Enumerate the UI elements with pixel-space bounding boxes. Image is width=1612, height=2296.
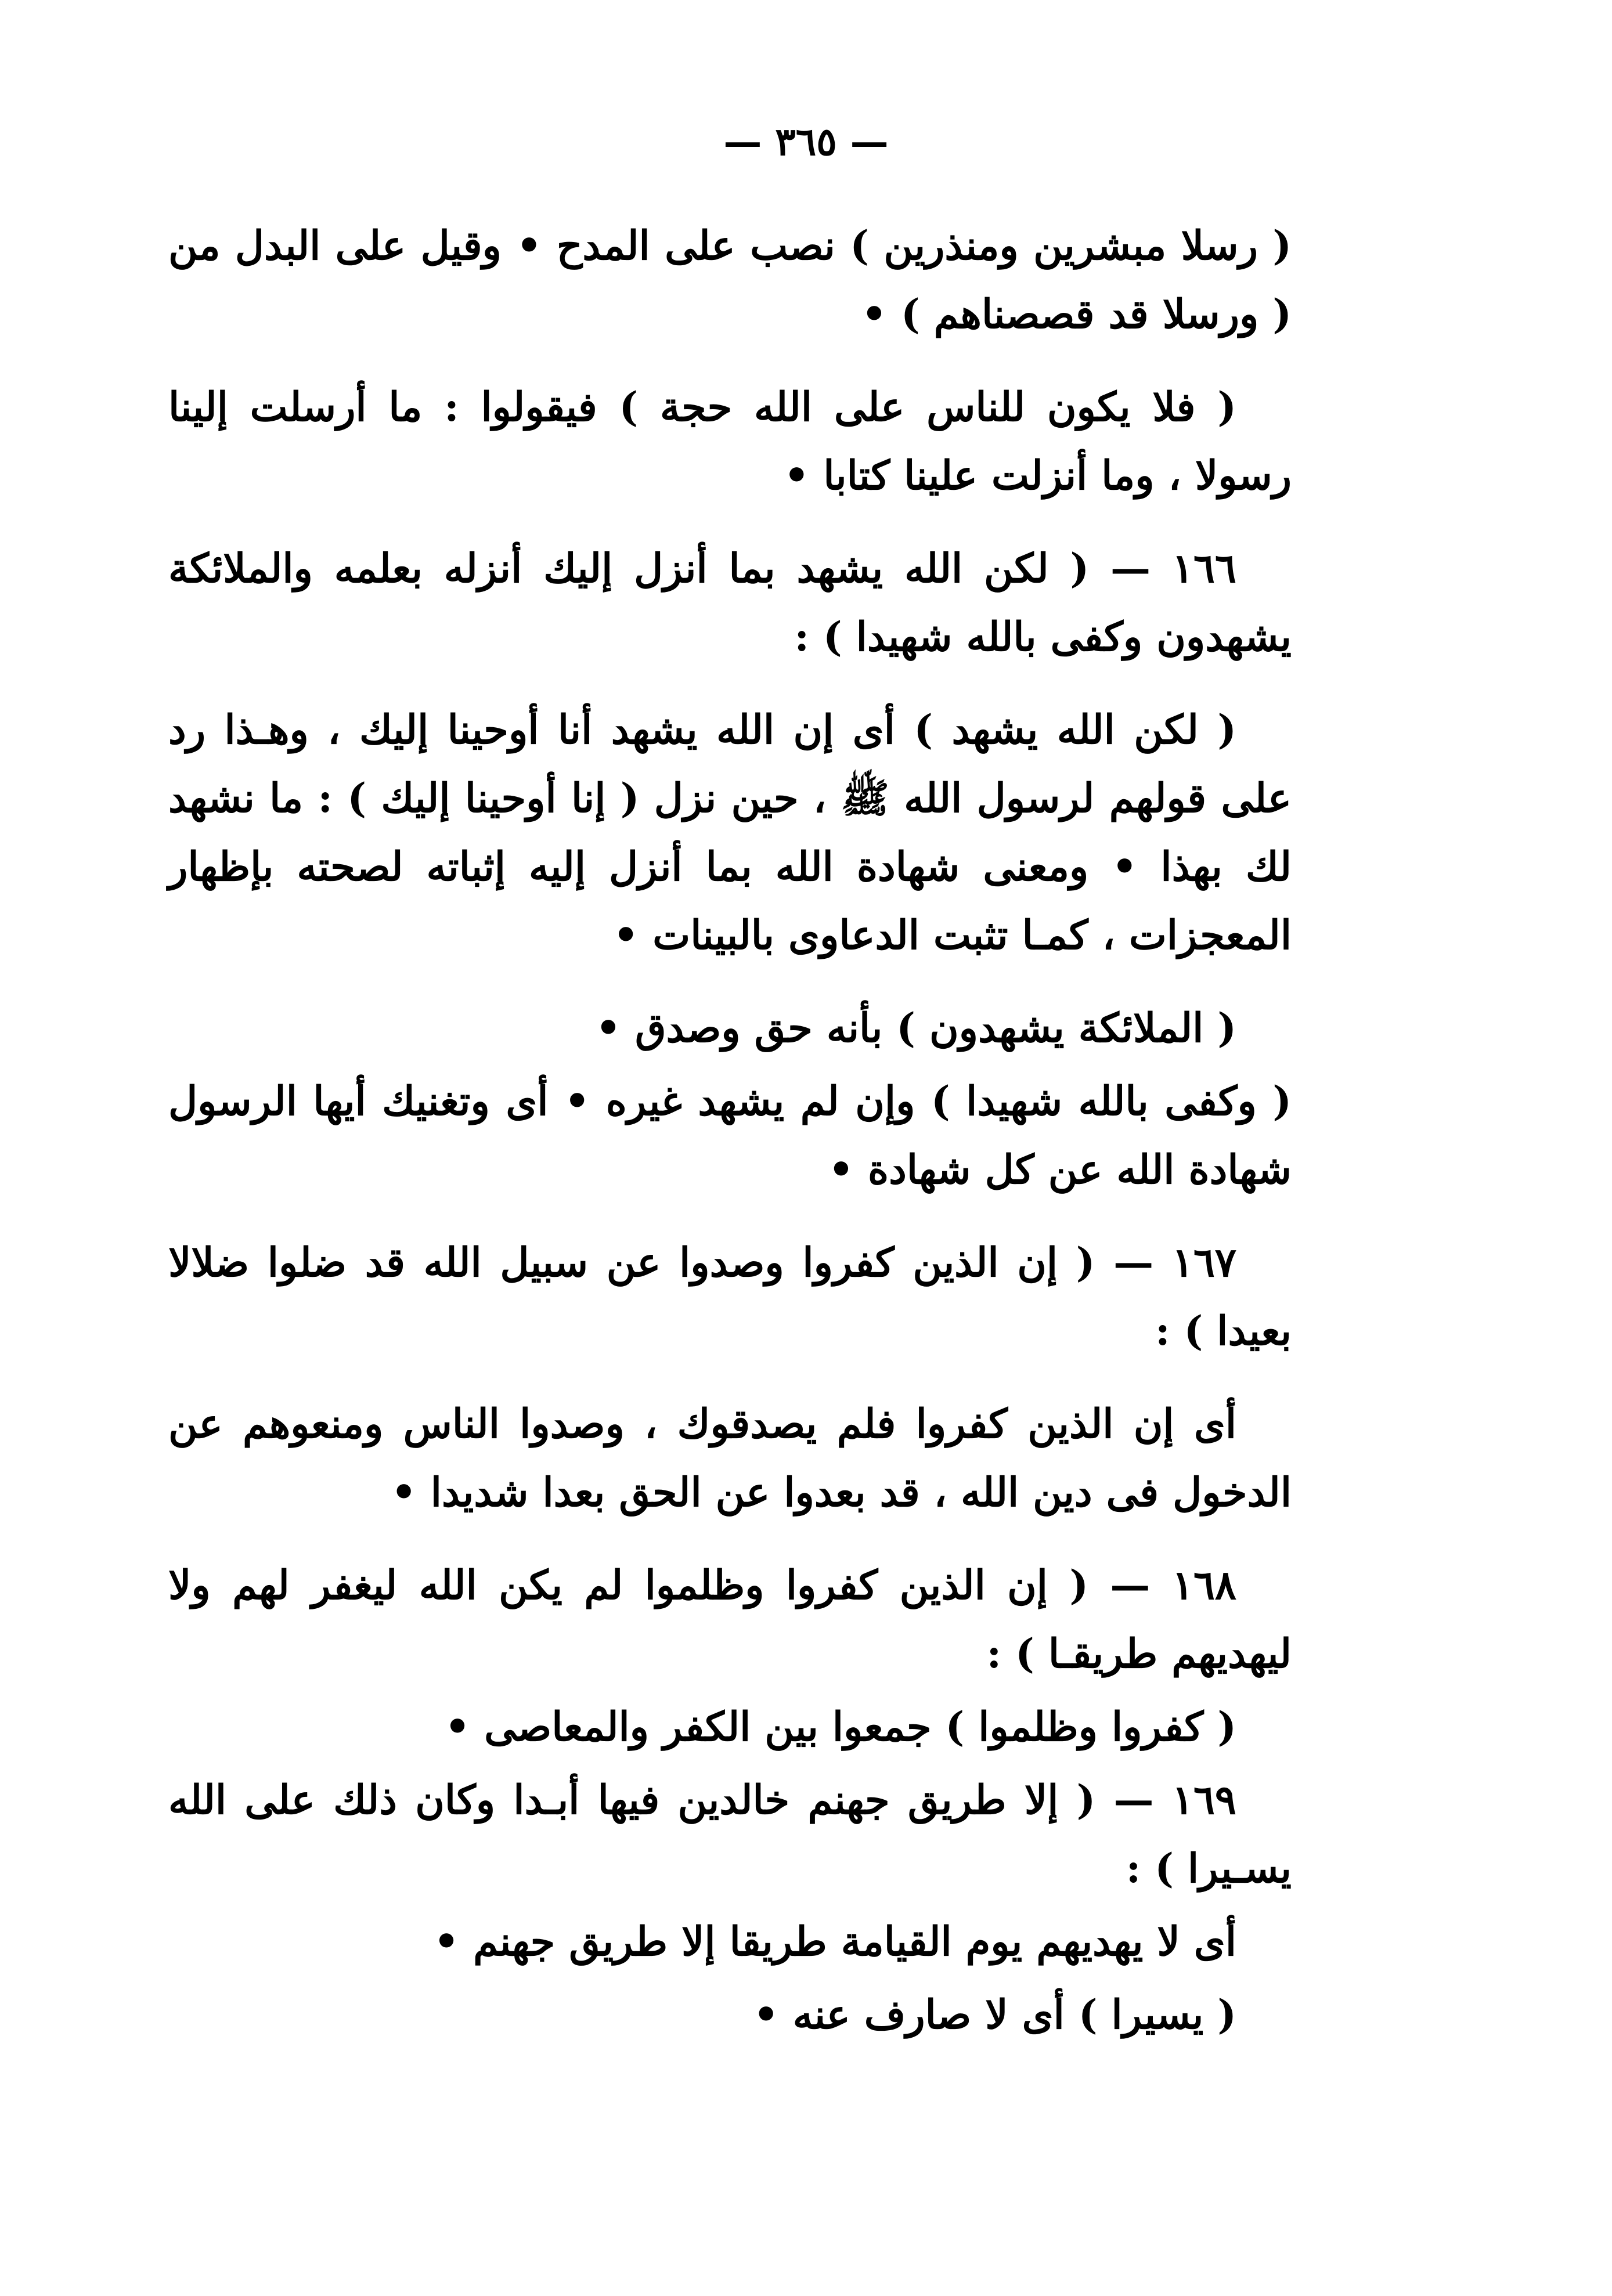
verse-167: ١٦٧ — ( إن الذين كفروا وصدوا عن سبيل الله قد ضلوا ضلالا بعيدا ) : [168, 1239, 1292, 1355]
paragraph-hujja: ( فلا يكون للناس على الله حجة ) فيقولوا : ما أرسلت إلينا رسولا ، وما أنزلت علينا كتابا • [168, 384, 1292, 499]
paragraph-kafaru: أى إن الذين كفروا فلم يصدقوك ، وصدوا الناس ومنعوهم عن الدخول فى دين الله ، قد بعدوا عن الحق بعدا شديدا • [168, 1400, 1292, 1516]
page-number: — ٣٦٥ — [723, 119, 889, 164]
paragraph-malaika: ( الملائكة يشهدون ) بأنه حق وصدق • [595, 1005, 1236, 1052]
verse-168: ١٦٨ — ( إن الذين كفروا وظلموا لم يكن الله ليغفر لهم ولا ليهديهم طريقـا ) : [168, 1562, 1292, 1677]
paragraph-kafa: ( وكفى بالله شهيدا ) وإن لم يشهد غيره • أى وتغنيك أيها الرسول شهادة الله عن كل شهادة • [168, 1078, 1292, 1193]
verse-169: ١٦٩ — ( إلا طريق جهنم خالدين فيها أبـدا وكان ذلك على الله يسـيرا ) : [168, 1777, 1292, 1892]
paragraph-yasiran: ( يسيرا ) أى لا صارف عنه • [753, 1991, 1236, 2038]
verse-166: ١٦٦ — ( لكن الله يشهد بما أنزل إليك أنزله بعلمه والملائكة يشهدون وكفى بالله شهيدا ) : [168, 545, 1292, 660]
paragraph-la-yahdihim: أى لا يهديهم يوم القيامة طريقا إلا طريق جهنم • [433, 1918, 1236, 1965]
paragraph-zalamu: ( كفروا وظلموا ) جمعوا بين الكفر والمعاصى • [445, 1703, 1236, 1750]
page-body [168, 212, 1292, 2054]
paragraph-yashhad: ( لكن الله يشهد ) أى إن الله يشهد أنا أوحينا إليك ، وهـذا رد على قولهم لرسول الله ﷺ ، حين نزل ( إنا أوحينا إليك ) : ما نشهد لك بهذا • ومعنى شهادة الله بما أنزل إليه إثباته لصحته بإظهار المعجزات ، كمـا تثبت الدعاوى بالبينات • [168, 706, 1292, 959]
paragraph-rusulan: ( رسلا مبشرين ومنذرين ) نصب على المدح • وقيل على البدل من ( ورسلا قد قصصناهم ) • [168, 222, 1292, 338]
